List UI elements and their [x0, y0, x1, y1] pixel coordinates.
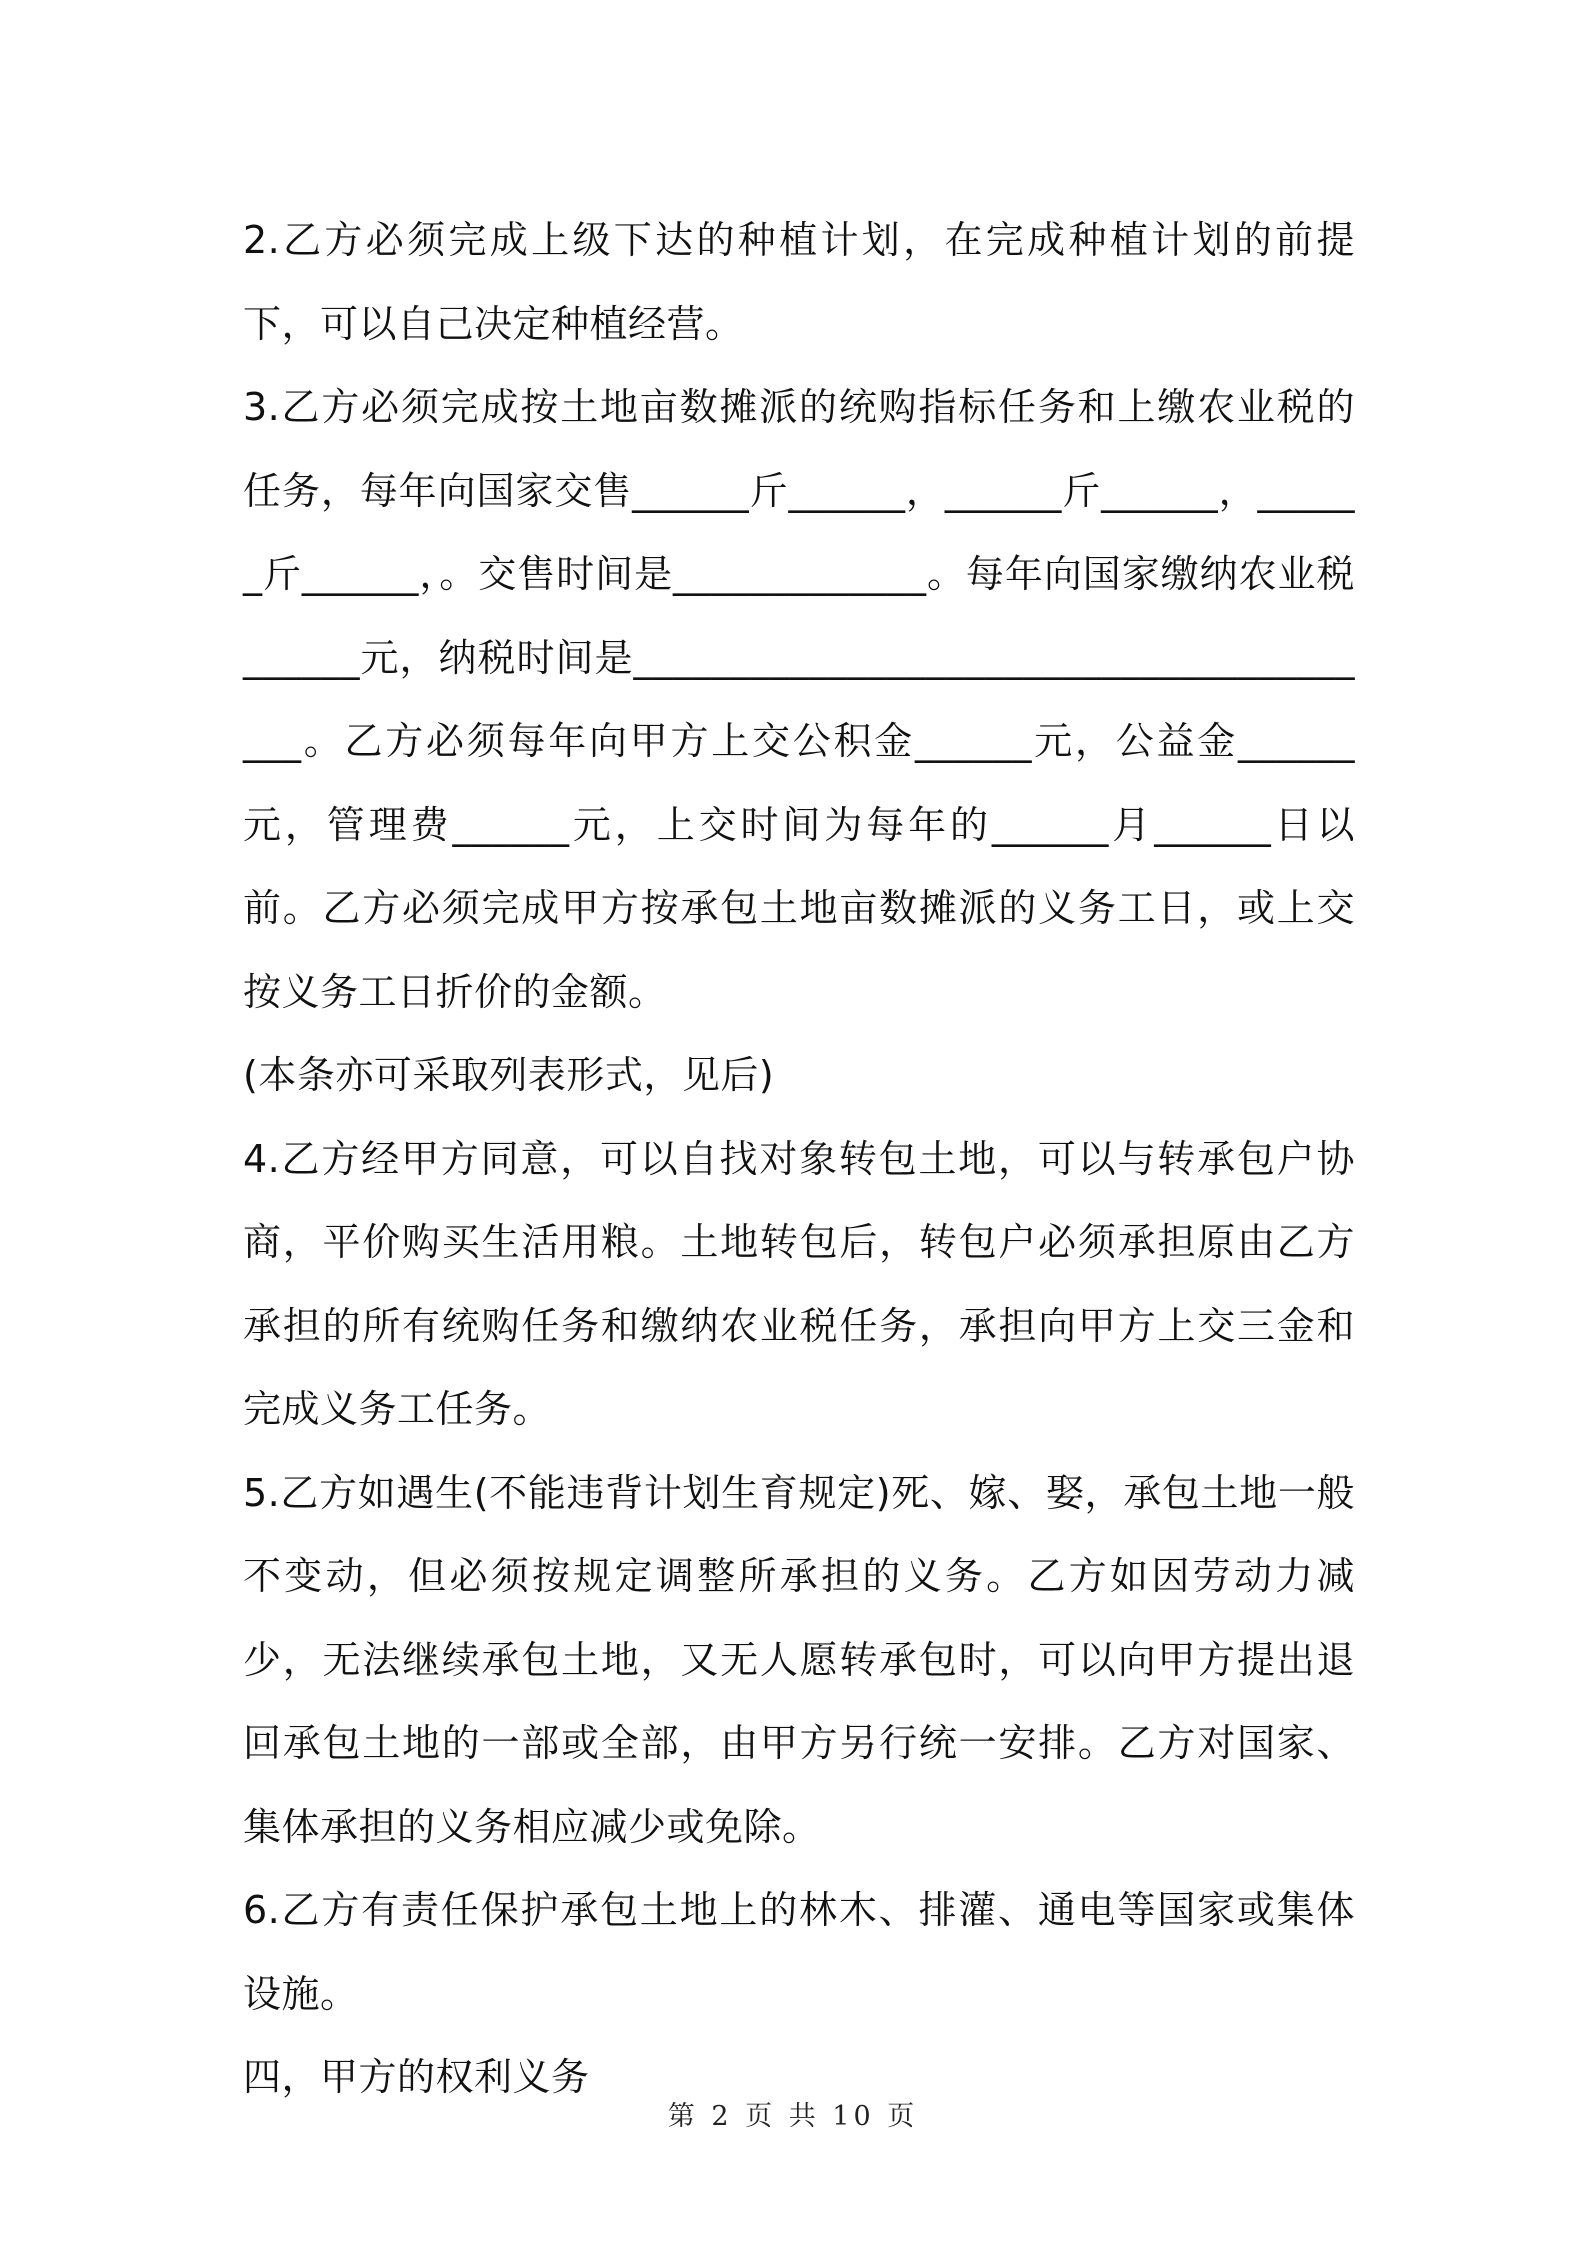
clause-6: 6.乙方有责任保护承包土地上的林木、排灌、通电等国家或集体设施。	[243, 1888, 1355, 2016]
clause-4: 4.乙方经甲方同意，可以自找对象转包土地，可以与转承包户协商，平价购买生活用粮。土地转包后，转包户必须承担原由乙方承担的所有统购任务和缴纳农业税任务，承担向甲方上交三金和完成义务工任务。	[243, 1136, 1355, 1431]
clause-2: 2.乙方必须完成上级下达的种植计划，在完成种植计划的前提下，可以自己决定种植经营。	[243, 218, 1355, 346]
clause-3: 3.乙方必须完成按土地亩数摊派的统购指标任务和上缴农业税的任务，每年向国家交售______斤______，______斤______，______斤______，。交售时间是_____________。每年向国家缴纳农业税______元，纳税时间是________________________________________。乙方必须每年向甲方上交公积金______元，公益金______元，管理费______元，上交时间为每年的______月______日以前。乙方必须完成甲方按承包土地亩数摊派的义务工日，或上交按义务工日折价的金额。	[243, 385, 1355, 1014]
page-number-footer: 第 2 页 共 10 页	[667, 2101, 919, 2132]
clause-5: 5.乙方如遇生(不能违背计划生育规定)死、嫁、娶，承包土地一般不变动，但必须按规定调整所承担的义务。乙方如因劳动力减少，无法继续承包土地，又无人愿转承包时，可以向甲方提出退回承包土地的一部或全部，由甲方另行统一安排。乙方对国家、集体承担的义务相应减少或免除。	[243, 1470, 1355, 1849]
section-heading-party-a-rights: 四，甲方的权利义务	[243, 2055, 590, 2099]
clause-3-note: (本条亦可采取列表形式，见后)	[243, 1053, 775, 1097]
document-body	[243, 199, 1355, 2120]
